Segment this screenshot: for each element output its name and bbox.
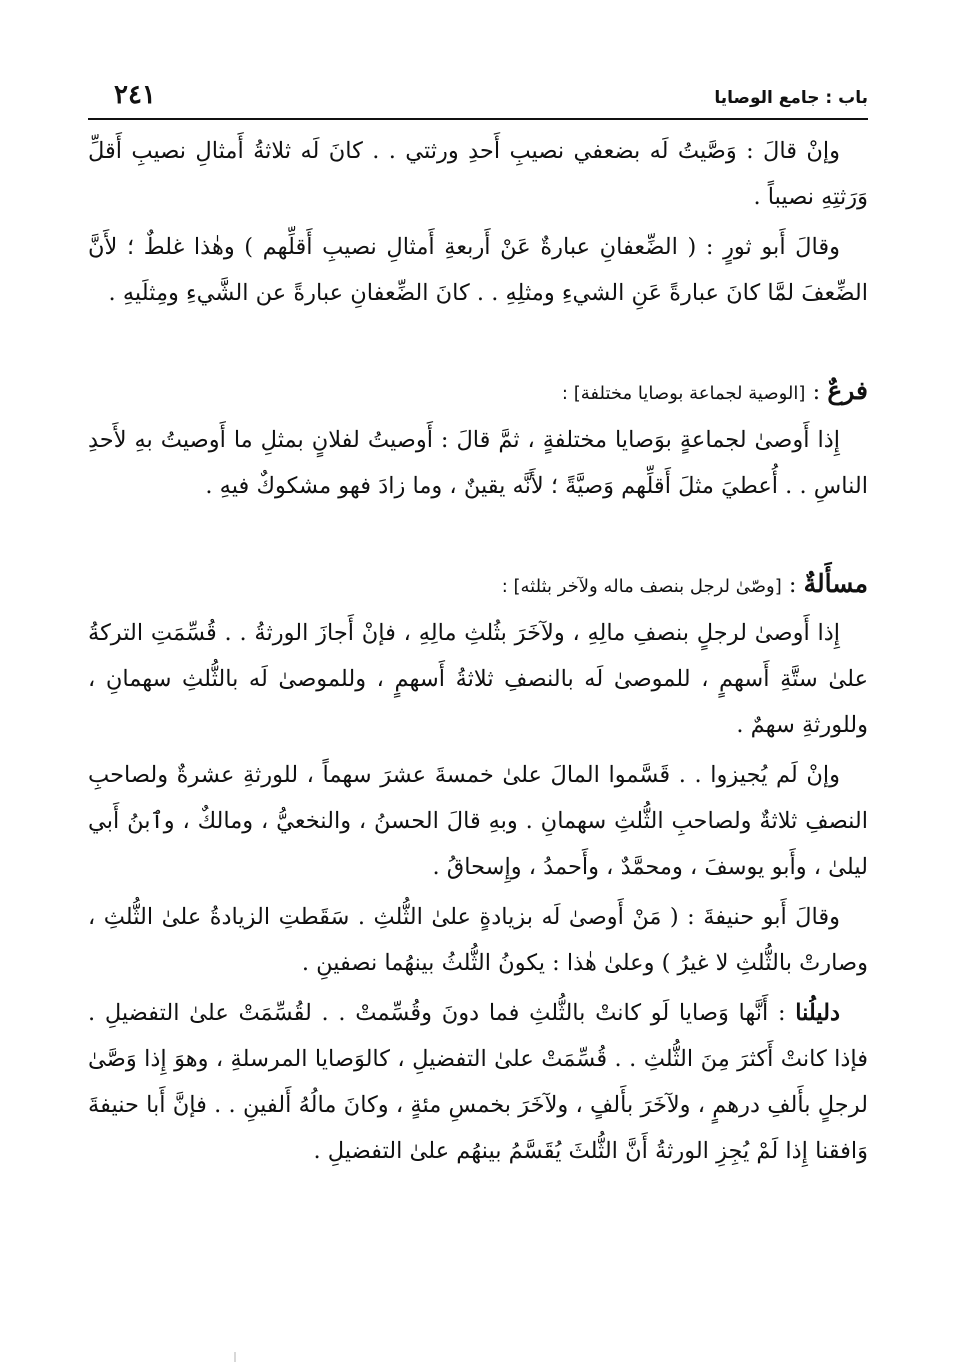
heading-term: فرعٌ (827, 376, 868, 405)
heading-title: [وصّىٰ لرجل بنصف ماله ولآخر بثلثه] : (501, 576, 782, 597)
section-heading-far (88, 368, 868, 417)
running-title: باب : جامع الوصايا (714, 88, 868, 108)
paragraph: وإنْ لَم يُجيزوا . . قَسَّموا المالَ علىٰ خمسةَ عشرَ سهماً ، للورثةِ عشرةٌ ولصاحبِ النصفِ ثلاثةٌ ولصاحبِ الثُّلثِ سهمانِ . وبهِ قالَ الحسنُ ، والنخعيُّ ، ومالكٌ ، وٱبنُ أَبي ليلىٰ ، وأَبو يوسفَ ، ومحمَّدٌ ، وأَحمدُ ، وإِسحاقُ . (88, 762, 868, 880)
page-header (88, 78, 868, 120)
paragraph: إِذا أَوصىٰ لجماعةٍ بوَصايا مختلفةٍ ، ثمَّ قالَ : أَوصيتُ لفلانٍ بمثلِ ما أَوصيتُ بهِ لأَحدِ الناسِ . . أُعطيَ مثلَ أَقلِّهم وَصيَّةً ؛ لأَنَّه يقينٌ ، وما زادَ فهو مشكوكٌ فيهِ . (88, 427, 868, 499)
paragraph-evidence (88, 990, 868, 1174)
paragraph: وقالَ أَبو حنيفةَ : ( مَنْ أَوصىٰ لَه بزيادةٍ علىٰ الثُّلثِ . سَقَطتِ الزيادةُ علىٰ الثُّلثِ ، وصارتْ بالثُّلثِ لا غيرُ ) وعلىٰ هٰذا : يكونُ الثُّلثُ بينهُما نصفينِ . (88, 904, 868, 976)
heading-separator: : (781, 572, 804, 598)
page-content (88, 120, 868, 1174)
scan-mark (234, 1352, 236, 1362)
paragraph: إِذا أَوصىٰ لرجلٍ بنصفِ مالِهِ ، ولآخَرَ بثُلثِ مالِهِ ، فإنْ أَجازَ الورثةُ . . قُسِّمَتِ التركةُ علىٰ ستَّةِ أَسهمٍ ، للموصىٰ لَه بالنصفِ ثلاثةُ أَسهمٍ ، وللموصىٰ لَه بالثُّلثِ سهمانِ ، وللورثةِ سهمٌ . (88, 620, 868, 738)
heading-separator: : (805, 379, 828, 405)
paragraph-text: : أَنَّها وَصايا لَو كانتْ بالثُّلثِ فما دونَ وقُسِّمتْ . . لقُسِّمَتْ علىٰ التفضيلِ . فإذا كانتْ أَكثرَ مِنَ الثُّلثِ . . قُسِّمَتْ علىٰ التفضيلِ ، كالوَصايا المرسلةِ ، وهوَ إِذا وَصَّىٰ لرجلٍ بأَلفِ درهمٍ ، ولآخَرَ بأَلفٍ ، ولآخَرَ بخمسِ مئةٍ ، وكانَ مالُهُ أَلفينِ . . فإنَّ أَبا حنيفةَ وَافقنا إِذا لَمْ يُجِزِ الورثةُ أَنَّ الثُّلثَ يُقَسَّمُ بينهُم علىٰ التفضيلِ . (88, 1000, 868, 1164)
lead-term: دليلُنا (795, 1000, 840, 1026)
book-page (88, 78, 868, 1338)
page-number: ٢٤١ (114, 80, 156, 110)
heading-term: مسأَلةٌ (803, 569, 868, 598)
paragraph: وإنْ قالَ : وَصَّيتُ لَه بضعفي نصيبِ أَحدِ ورثتي . . كانَ لَه ثلاثةُ أَمثالِ نصيبِ أَقلِّ وَرَثتِهِ نصيباً . (88, 138, 868, 210)
heading-title: [الوصية لجماعة بوصايا مختلفة] : (561, 383, 806, 404)
section-heading-masala (88, 561, 868, 610)
paragraph: وقالَ أَبو ثورٍ : ( الضِّعفانِ عبارةٌ عَنْ أَربعةِ أَمثالِ نصيبِ أَقلِّهم ) وهٰذا غلطٌ ؛ لأَنَّ الضِّعفَ لمَّا كانَ عبارةً عَنِ الشيءِ ومثلِهِ . . كانَ الضِّعفانِ عبارةً عن الشَّيءِ ومِثلَيهِ . (88, 234, 868, 306)
